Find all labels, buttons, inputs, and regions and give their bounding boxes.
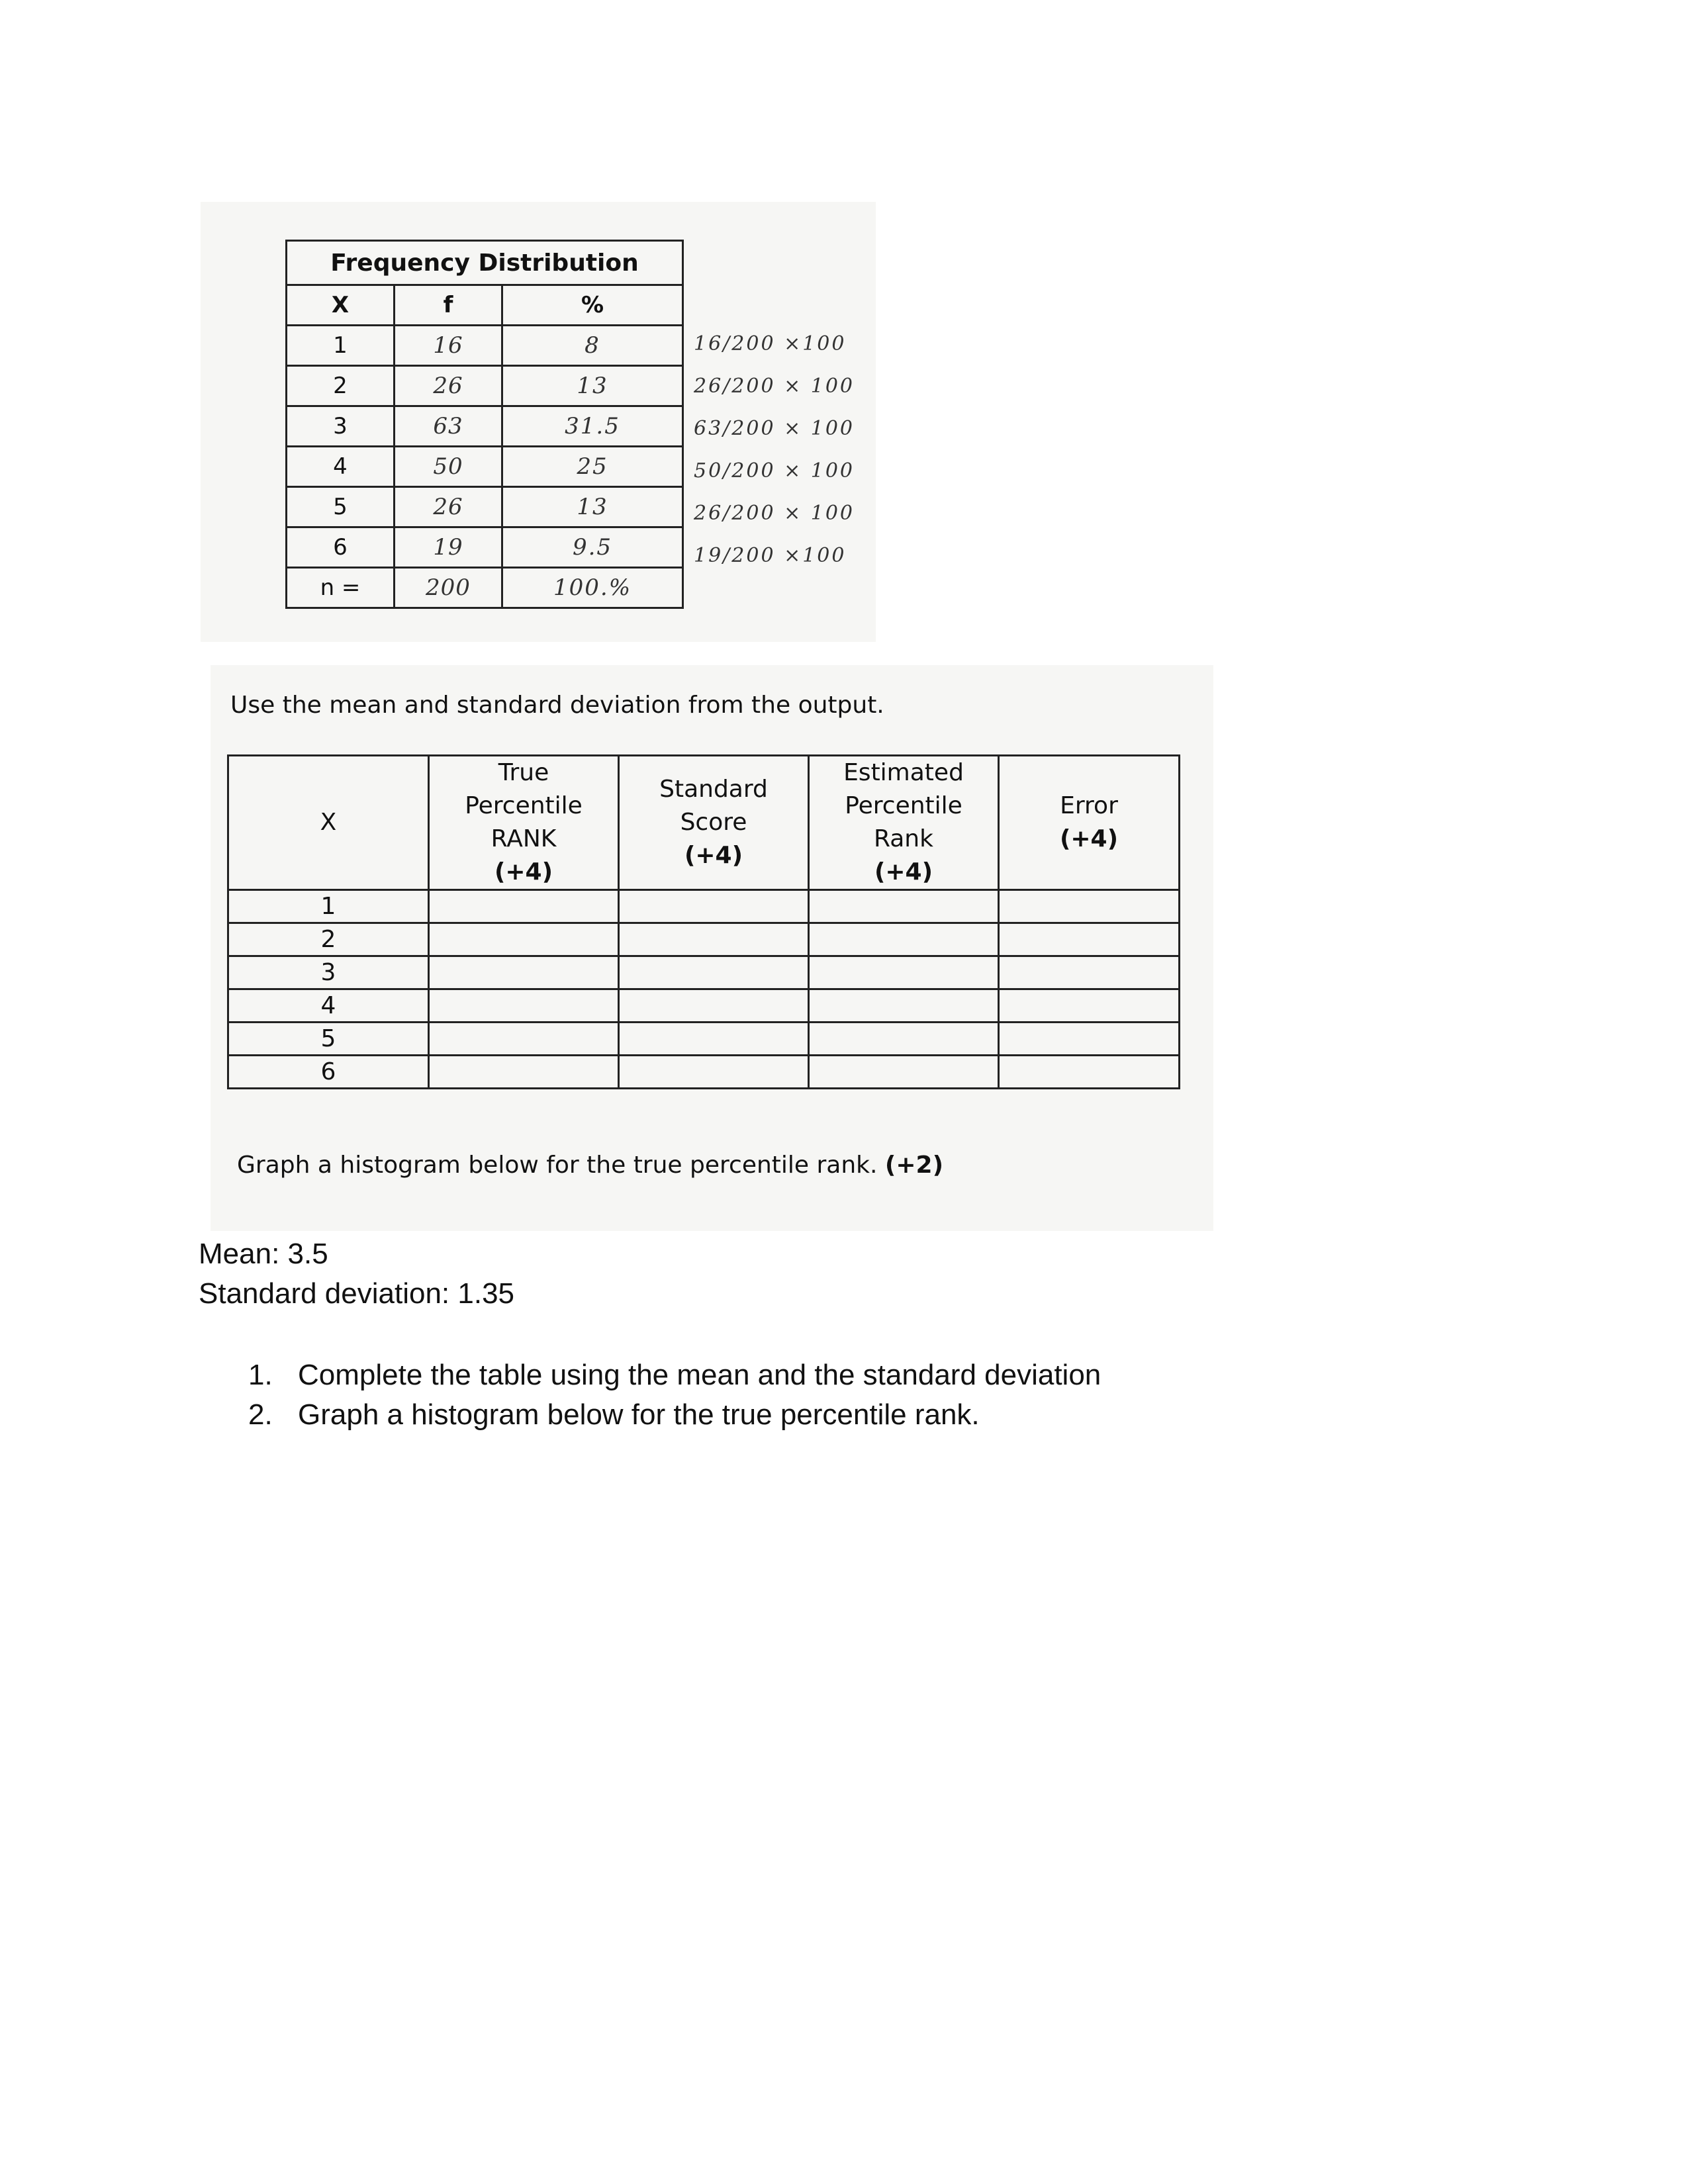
header-line: Score bbox=[680, 809, 747, 836]
graph-instruction-text: Graph a histogram below for the true percentile rank. bbox=[237, 1152, 878, 1179]
calc-note: 63/200 × 100 bbox=[694, 417, 855, 440]
x-value: 4 bbox=[228, 989, 429, 1023]
list-text: Graph a histogram below for the true percentile rank. bbox=[298, 1398, 980, 1431]
frequency-value: 19 bbox=[395, 527, 502, 568]
calc-note: 16/200 ×100 bbox=[694, 332, 847, 355]
percent-value: 13 bbox=[502, 487, 683, 527]
x-value: 6 bbox=[287, 527, 395, 568]
empty-cell bbox=[429, 890, 619, 923]
standard-deviation-value: Standard deviation: 1.35 bbox=[199, 1277, 515, 1310]
percent-value: 31.5 bbox=[502, 406, 683, 447]
percentile-table bbox=[227, 754, 1180, 1089]
empty-cell bbox=[619, 890, 809, 923]
calc-note: 26/200 × 100 bbox=[694, 502, 855, 525]
frequency-value: 50 bbox=[395, 447, 502, 487]
empty-cell bbox=[619, 1023, 809, 1056]
frequency-table bbox=[285, 240, 684, 609]
frequency-value: 26 bbox=[395, 487, 502, 527]
list-text: Complete the table using the mean and the standard deviation bbox=[298, 1359, 1102, 1391]
empty-cell bbox=[809, 1056, 999, 1089]
frequency-value: 16 bbox=[395, 326, 502, 366]
worksheet-instruction: Use the mean and standard deviation from the output. bbox=[230, 692, 884, 719]
table-row bbox=[228, 1056, 1180, 1089]
frequency-value: 63 bbox=[395, 406, 502, 447]
table-row bbox=[228, 956, 1180, 989]
empty-cell bbox=[809, 890, 999, 923]
percent-value: 8 bbox=[502, 326, 683, 366]
empty-cell bbox=[619, 956, 809, 989]
x-value: 3 bbox=[287, 406, 395, 447]
total-row bbox=[287, 568, 683, 608]
x-value: 5 bbox=[228, 1023, 429, 1056]
empty-cell bbox=[999, 923, 1180, 956]
calc-note: 50/200 × 100 bbox=[694, 459, 855, 482]
empty-cell bbox=[809, 989, 999, 1023]
handwritten-calculations bbox=[694, 323, 855, 577]
list-number: 1. bbox=[248, 1359, 273, 1391]
header-percent: % bbox=[502, 285, 683, 326]
empty-cell bbox=[809, 956, 999, 989]
empty-cell bbox=[999, 989, 1180, 1023]
frequency-distribution-scan bbox=[201, 202, 876, 642]
x-value: 1 bbox=[228, 890, 429, 923]
graph-points: (+2) bbox=[884, 1152, 944, 1179]
empty-cell bbox=[429, 1056, 619, 1089]
x-value: 2 bbox=[287, 366, 395, 406]
x-value: 3 bbox=[228, 956, 429, 989]
percentile-worksheet-scan bbox=[211, 665, 1213, 1231]
header-line: RANK bbox=[491, 825, 557, 852]
table-row bbox=[287, 447, 683, 487]
table-row bbox=[228, 890, 1180, 923]
calc-note: 26/200 × 100 bbox=[694, 375, 855, 398]
empty-cell bbox=[619, 923, 809, 956]
empty-cell bbox=[999, 890, 1180, 923]
empty-cell bbox=[429, 1023, 619, 1056]
empty-cell bbox=[429, 989, 619, 1023]
empty-cell bbox=[619, 1056, 809, 1089]
header-line: Standard bbox=[659, 776, 768, 803]
x-value: 6 bbox=[228, 1056, 429, 1089]
percent-value: 13 bbox=[502, 366, 683, 406]
empty-cell bbox=[809, 923, 999, 956]
table-row bbox=[287, 366, 683, 406]
empty-cell bbox=[619, 989, 809, 1023]
x-value: 2 bbox=[228, 923, 429, 956]
header-points: (+4) bbox=[684, 842, 743, 869]
table-row bbox=[228, 1023, 1180, 1056]
instruction-list bbox=[248, 1355, 1101, 1435]
percent-total: 100.% bbox=[502, 568, 683, 608]
header-estimated-percentile-rank bbox=[809, 756, 999, 890]
header-line: Estimated bbox=[843, 759, 964, 786]
n-label: n = bbox=[287, 568, 395, 608]
empty-cell bbox=[999, 1056, 1180, 1089]
n-total: 200 bbox=[395, 568, 502, 608]
table-row bbox=[228, 989, 1180, 1023]
header-true-percentile-rank bbox=[429, 756, 619, 890]
empty-cell bbox=[999, 956, 1180, 989]
list-item bbox=[248, 1355, 1101, 1395]
header-points: (+4) bbox=[494, 858, 553, 886]
header-line: True bbox=[498, 759, 549, 786]
header-f: f bbox=[395, 285, 502, 326]
table-row bbox=[287, 527, 683, 568]
mean-value: Mean: 3.5 bbox=[199, 1238, 328, 1270]
percent-value: 9.5 bbox=[502, 527, 683, 568]
header-line: Rank bbox=[874, 825, 933, 852]
empty-cell bbox=[809, 1023, 999, 1056]
table-row bbox=[287, 406, 683, 447]
header-error bbox=[999, 756, 1180, 890]
header-x: X bbox=[287, 285, 395, 326]
table-row bbox=[287, 487, 683, 527]
calc-note: 19/200 ×100 bbox=[694, 544, 847, 567]
header-line: Percentile bbox=[465, 792, 583, 819]
x-value: 5 bbox=[287, 487, 395, 527]
frequency-table-title: Frequency Distribution bbox=[287, 241, 683, 285]
list-number: 2. bbox=[248, 1398, 273, 1431]
empty-cell bbox=[429, 956, 619, 989]
header-line: Error bbox=[1060, 792, 1118, 819]
header-points: (+4) bbox=[874, 858, 933, 886]
list-item bbox=[248, 1395, 1101, 1435]
graph-instruction bbox=[237, 1152, 943, 1179]
x-value: 4 bbox=[287, 447, 395, 487]
empty-cell bbox=[999, 1023, 1180, 1056]
frequency-value: 26 bbox=[395, 366, 502, 406]
header-line: Percentile bbox=[845, 792, 962, 819]
header-x: X bbox=[228, 756, 429, 890]
table-row bbox=[287, 326, 683, 366]
table-row bbox=[228, 923, 1180, 956]
x-value: 1 bbox=[287, 326, 395, 366]
empty-cell bbox=[429, 923, 619, 956]
percent-value: 25 bbox=[502, 447, 683, 487]
header-standard-score bbox=[619, 756, 809, 890]
header-points: (+4) bbox=[1059, 825, 1119, 852]
